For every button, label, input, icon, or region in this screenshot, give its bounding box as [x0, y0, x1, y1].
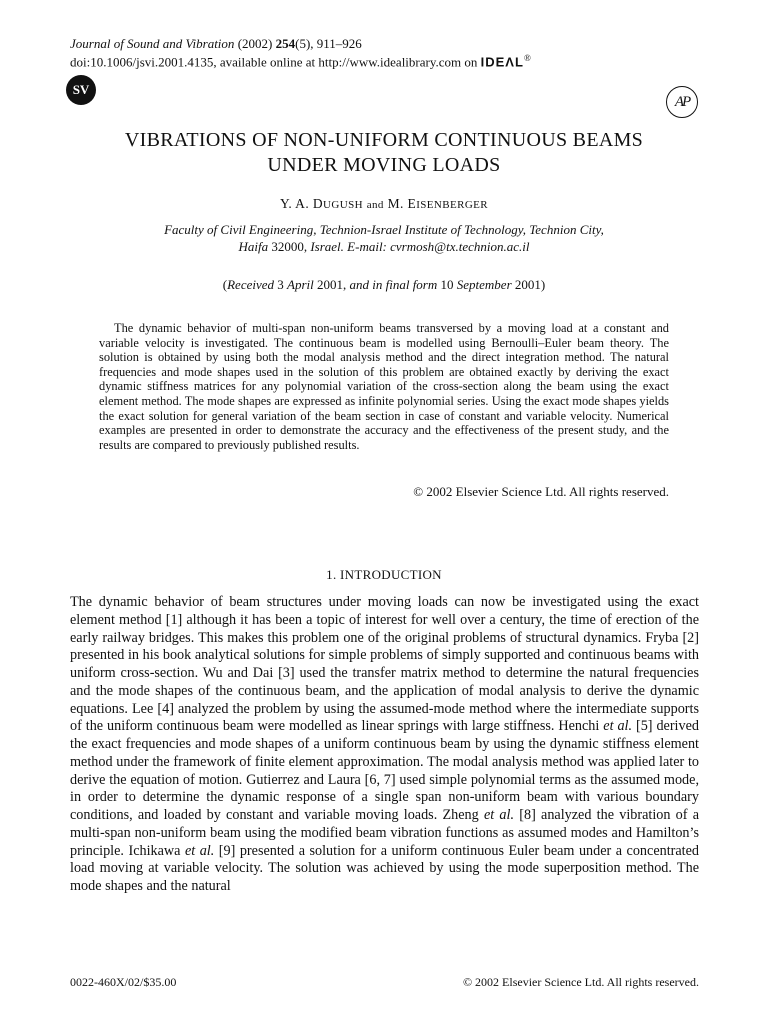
final-month: September — [456, 277, 512, 292]
and-word: and — [366, 199, 384, 211]
journal-volume: 254 — [275, 36, 296, 51]
affiliation-city: Haifa — [238, 239, 269, 254]
author2-surname: ISENBERGER — [416, 199, 489, 211]
journal-name: Journal of Sound and Vibration — [70, 36, 235, 51]
author1-initials: Y. A. D — [279, 196, 324, 211]
intro-etal-2: et al. — [483, 807, 515, 823]
journal-citation — [70, 36, 362, 51]
abstract-copyright: © 2002 Elsevier Science Ltd. All rights reserved. — [413, 484, 669, 499]
title-line-1: VIBRATIONS OF NON-UNIFORM CONTINUOUS BEAMS — [124, 129, 644, 151]
ideal-logo: IDEΛL — [480, 54, 524, 70]
doi-line — [70, 51, 531, 69]
intro-etal-3: et al. — [184, 842, 215, 859]
affiliation-zip: 32000, — [271, 239, 308, 254]
sv-logo-icon — [66, 75, 96, 105]
final-label: and in final form — [349, 277, 438, 292]
registered-mark: ® — [523, 53, 531, 63]
affiliation-line-1: Faculty of Civil Engineering, Technion-Israel Institute of Technology, Technion City, — [164, 222, 604, 237]
doi-text: doi:10.1006/jsvi.2001.4135, available online at http://www.idealibrary.com on — [70, 54, 478, 70]
affiliation-line-2 — [100, 238, 668, 255]
introduction-paragraph — [70, 594, 699, 896]
intro-text-4: [9] presented a solution for a uniform continuous Euler beam under a concentrated load moving at variable velocity. The solution was achieved by using the mode superposition method. The mode shapes and the natural — [70, 842, 700, 894]
author2-initials: M. E — [387, 196, 417, 211]
ap-logo-text: AP — [674, 93, 690, 110]
ap-logo-icon — [666, 86, 698, 118]
received-label: Received — [227, 277, 275, 292]
authors — [60, 196, 708, 213]
received-year: 2001, — [317, 277, 347, 292]
author1-surname: UGUSH — [323, 199, 363, 211]
journal-issue-pages: (5), 911–926 — [295, 36, 362, 51]
received-day: 3 — [277, 277, 284, 292]
intro-text-3: [8] analyzed the vibration of a multi-span non-uniform beam using the modified beam vibration functions as assumed modes and Hamilton’s principle. Ichikawa — [70, 807, 700, 859]
received-dates: (Received 3 April 2001, and in final form 10 September 2001) — [222, 277, 546, 292]
intro-text-2: [5] derived the exact frequencies and mode shapes of a uniform continuous beam by using the dynamic stiffness element method under the framework of finite element approximation. The modal analysis method was applied later to derive the equation of motion. Gutierrez and Laura [6, 7] used simple polynomial terms as the assumed mode, in order to determine the dynamic response of a single span non-uniform beam with various boundary conditions, and loaded by constant and variable moving loads. Zheng — [70, 718, 699, 823]
affiliation-country-email: Israel. E-mail: cvrmosh@tx.technion.ac.il — [310, 239, 530, 254]
journal-year: (2002) — [237, 36, 273, 51]
received-month: April — [287, 277, 314, 292]
footer-copyright: © 2002 Elsevier Science Ltd. All rights reserved. — [462, 975, 699, 989]
intro-etal-1: et al. — [603, 718, 633, 735]
section-heading-introduction: 1. INTRODUCTION — [326, 567, 442, 582]
footer-code: 0022-460X/02/$35.00 — [70, 975, 177, 989]
final-day: 10 — [440, 277, 454, 292]
final-year: 2001 — [514, 277, 541, 292]
intro-text-1: The dynamic behavior of beam structures under moving loads can now be investigated using the exact element method [1] although it has been a topic of interest for well over a century, the time of erection of the early railway bridges. This makes this problem one of the original problems of structural dynamics. Fryba [2] presented in his book analytical solutions for simple problems of simply supported and continuous beams with uniform cross-section. Wu and Dai [3] used the transfer matrix method to determine the natural frequencies and the mode shapes of the continuous beam, and the application of modal analysis to derive the dynamic equations. Lee [4] analyzed the problem by using the assumed-mode method where the intermediate supports of the uniform continuous beam were modelled as linear springs with large stiffness. Henchi — [70, 594, 699, 735]
sv-logo-text: SV — [72, 82, 90, 97]
affiliation — [100, 221, 668, 255]
article-title — [60, 128, 708, 178]
title-line-2: UNDER MOVING LOADS — [267, 154, 501, 176]
abstract: The dynamic behavior of multi-span non-uniform beams transversed by a moving load at a constant and variable velocity is investigated. The continuous beam is modelled using Bernoulli–Euler beam theory. The solution is obtained by using both the modal analysis method and the direct integration method. The natural frequencies and mode shapes used in the solution of this problem are obtained exactly by deriving the exact dynamic stiffness matrices for any polynomial variation of the cross-section along the beam using the exact element method. The mode shapes are expressed as infinite polynomial series. Using the exact mode shapes yields the exact solution for general variation of the beam section in case of constant and variable velocity. Numerical examples are presented in order to demonstrate the accuracy and the effectiveness of the present study, and the results are compared to previously published results. — [99, 321, 669, 452]
